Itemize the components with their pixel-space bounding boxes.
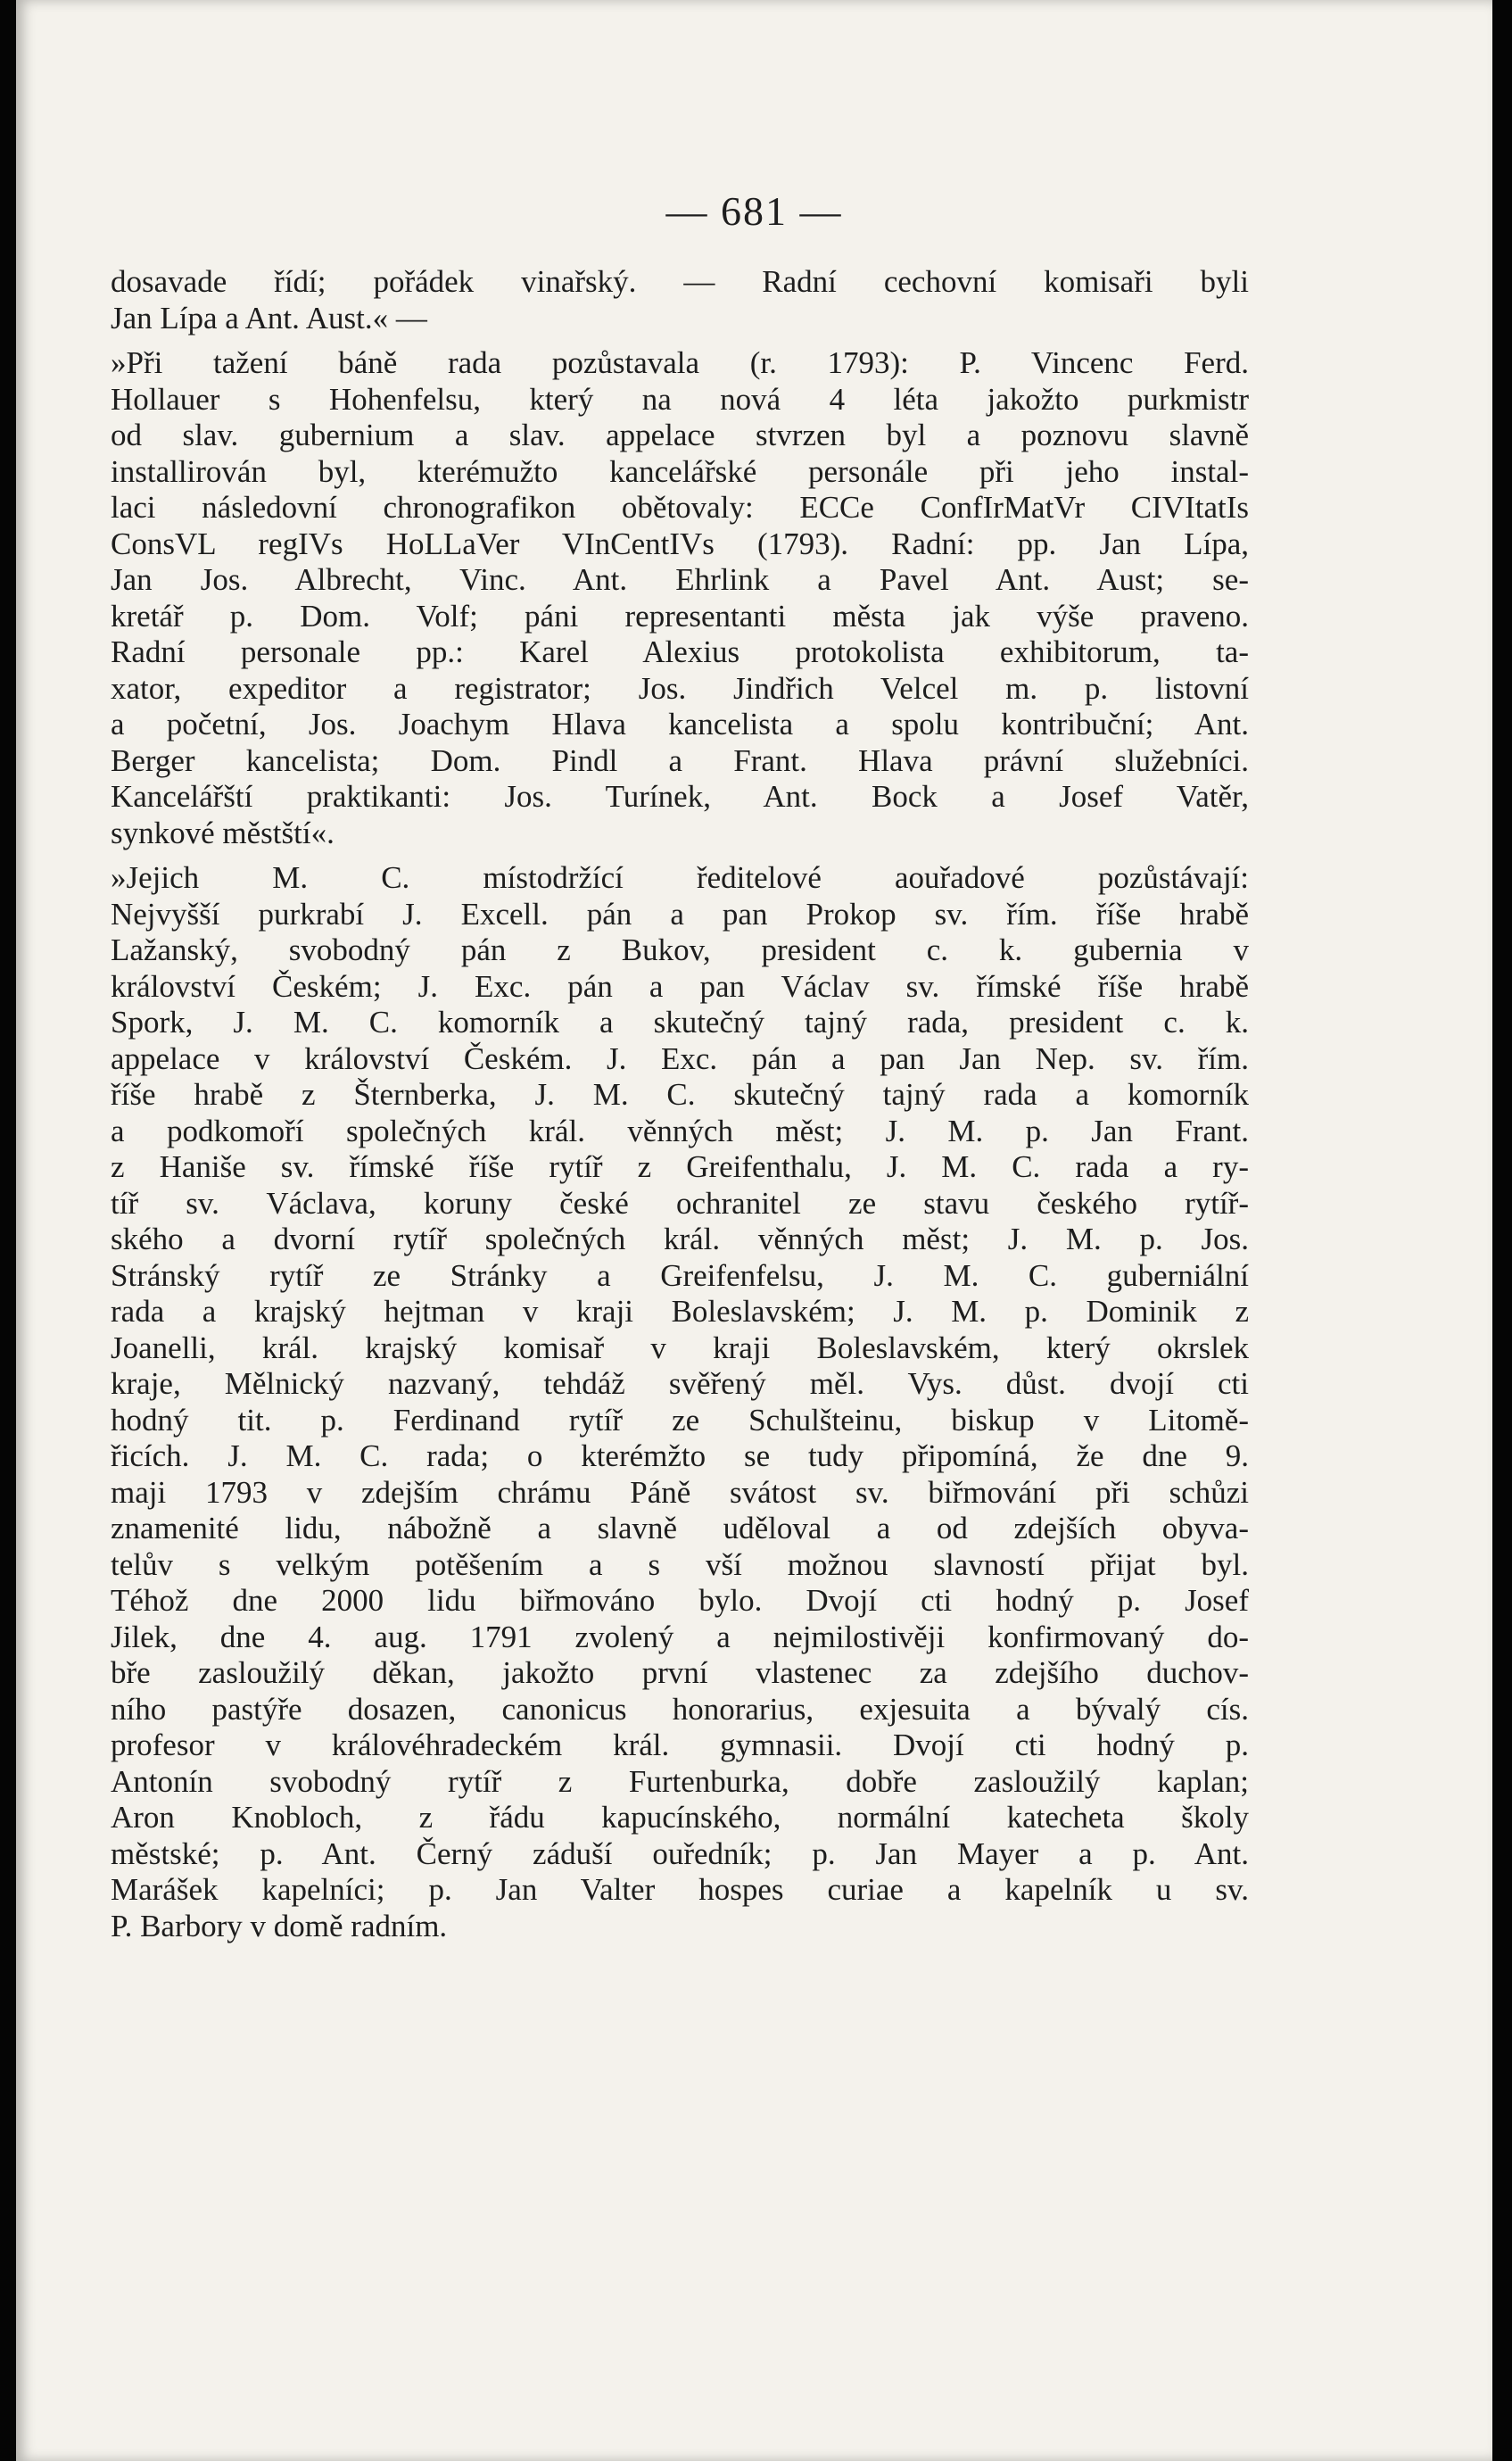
text-line: Téhož dne 2000 lidu biřmováno bylo. Dvojí cti hodný p. Josef	[111, 1583, 1249, 1618]
text-line: »Při tažení báně rada pozůstavala (r. 1793): P. Vincenc Ferd.	[111, 345, 1249, 380]
text-line: a podkomoří společných král. věnných měst; J. M. p. Jan Frant.	[111, 1113, 1249, 1148]
text-line: ského a dvorní rytíř společných král. věnných měst; J. M. p. Jos.	[111, 1222, 1249, 1256]
text-line: Marášek kapelníci; p. Jan Valter hospes curiae a kapelník u sv.	[111, 1872, 1249, 1907]
text-line: Joanelli, král. krajský komisař v kraji Boleslavském, který okrslek	[111, 1330, 1249, 1365]
text-line: Jan Lípa a Ant. Aust.« —	[111, 300, 427, 336]
text-line: a početní, Jos. Joachym Hlava kancelista a spolu kontribuční; Ant.	[111, 707, 1249, 742]
text-line: městské; p. Ant. Černý záduší ouředník; p. Jan Mayer a p. Ant.	[111, 1835, 1249, 1871]
text-line: xator, expeditor a registrator; Jos. Jindřich Velcel m. p. listovní	[111, 670, 1249, 706]
text-line: Spork, J. M. C. komorník a skutečný tajný rada, president c. k.	[111, 1005, 1249, 1040]
text-line: Stránský rytíř ze Stránky a Greifenfelsu, J. M. C. guberniální	[111, 1257, 1249, 1293]
text-line: rada a krajský hejtman v kraji Boleslavském; J. M. p. Dominik z	[111, 1294, 1249, 1329]
text-line: Jilek, dne 4. aug. 1791 zvolený a nejmilostivěji konfirmovaný do-	[111, 1619, 1249, 1654]
text-line: hodný tit. p. Ferdinand rytíř ze Schulšteinu, biskup v Litomě-	[111, 1402, 1249, 1438]
body-text	[111, 264, 1249, 1944]
text-line: P. Barbory v domě radním.	[111, 1908, 448, 1943]
text-line: profesor v královéhradeckém král. gymnasii. Dvojí cti hodný p.	[111, 1728, 1249, 1762]
text-line: království Českém; J. Exc. pán a pan Václav sv. římské říše hrabě	[111, 968, 1249, 1004]
text-line: bře zasloužilý děkan, jakožto první vlastenec za zdejšího duchov-	[111, 1655, 1249, 1690]
text-line: appelace v království Českém. J. Exc. pán a pan Jan Nep. sv. řím.	[111, 1040, 1249, 1076]
text-line: Aron Knobloch, z řádu kapucínského, normální katecheta školy	[111, 1800, 1249, 1835]
text-line: »Jejich M. C. místodržící ředitelové aouřadové pozůstávají:	[111, 860, 1249, 895]
text-line: od slav. gubernium a slav. appelace stvrzen byl a poznovu slavně	[111, 418, 1249, 452]
text-line: kraje, Mělnický nazvaný, tehdáž svěřený měl. Vys. důst. dvojí cti	[111, 1366, 1249, 1401]
text-line: Radní personale pp.: Karel Alexius protokolista exhibitorum, ta-	[111, 634, 1249, 669]
text-line: dosavade řídí; pořádek vinařský. — Radní cechovní komisaři byli	[111, 264, 1249, 299]
text-line: Berger kancelista; Dom. Pindl a Frant. Hlava právní služebníci.	[111, 742, 1249, 778]
text-line: znamenité lidu, nábožně a slavně uděloval a od zdejších obyva-	[111, 1511, 1249, 1545]
text-line: ConsVL regIVs HoLLaVer VInCentIVs (1793). Radní: pp. Jan Lípa,	[111, 526, 1249, 561]
text-line: Kancelářští praktikanti: Jos. Turínek, Ant. Bock a Josef Vatěr,	[111, 779, 1249, 814]
text-line: Lažanský, svobodný pán z Bukov, president c. k. gubernia v	[111, 932, 1249, 967]
text-line: installirován byl, kterémužto kancelářské personále při jeho instal-	[111, 453, 1249, 489]
text-line: tíř sv. Václava, koruny české ochranitel ze stavu českého rytíř-	[111, 1185, 1249, 1221]
text-line: ního pastýře dosazen, canonicus honorarius, exjesuita a bývalý cís.	[111, 1691, 1249, 1727]
text-line: kretář p. Dom. Volf; páni representanti města jak výše praveno.	[111, 598, 1249, 634]
book-page	[16, 0, 1492, 2461]
page-number: — 681 —	[665, 188, 843, 234]
text-line: z Haniše sv. římské říše rytíř z Greifenthalu, J. M. C. rada a ry-	[111, 1149, 1249, 1184]
text-line: telův s velkým potěšením a s vší možnou slavností přijat byl.	[111, 1546, 1249, 1582]
text-line: Nejvyšší purkrabí J. Excell. pán a pan Prokop sv. řím. říše hrabě	[111, 896, 1249, 932]
text-line: maji 1793 v zdejším chrámu Páně svátost sv. biřmování při schůzi	[111, 1474, 1249, 1510]
text-line: Hollauer s Hohenfelsu, který na nová 4 léta jakožto purkmistr	[111, 381, 1249, 417]
text-line: Jan Jos. Albrecht, Vinc. Ant. Ehrlink a Pavel Ant. Aust; se-	[111, 562, 1249, 597]
text-line: říše hrabě z Šternberka, J. M. C. skutečný tajný rada a komorník	[111, 1077, 1249, 1112]
text-line: synkové městští«.	[111, 815, 335, 850]
text-line: laci následovní chronografikon obětovaly: ECCe ConfIrMatVr CIVItatIs	[111, 490, 1249, 525]
text-line: řicích. J. M. C. rada; o kterémžto se tudy připomíná, že dne 9.	[111, 1438, 1249, 1473]
text-line: Antonín svobodný rytíř z Furtenburka, dobře zasloužilý kaplan;	[111, 1763, 1249, 1799]
